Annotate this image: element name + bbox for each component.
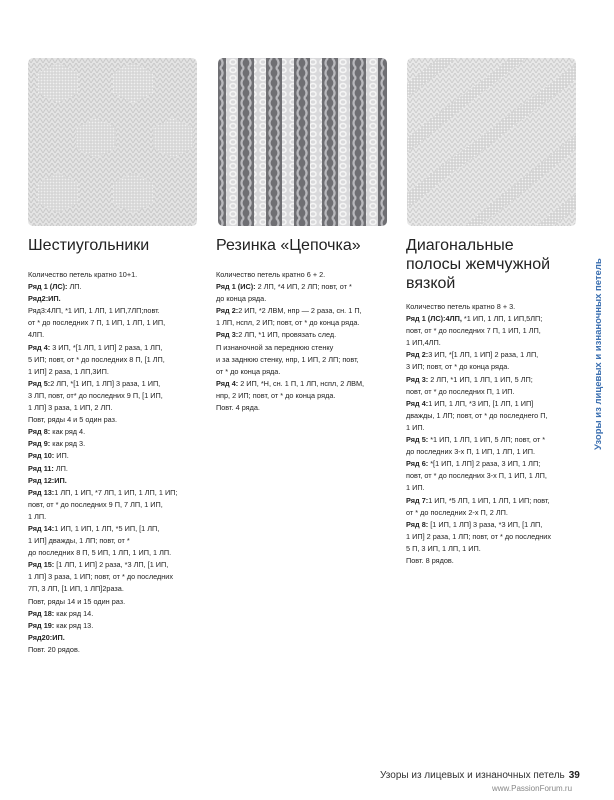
pattern-chain-rib — [216, 236, 394, 414]
row-label: Ряд 18: — [28, 608, 55, 618]
row-text: и за заднюю стенку, нпр, 1 ИП, 2 ЛП; повт, — [216, 354, 359, 364]
swatch-hexagons-image — [28, 58, 197, 226]
instruction-line — [28, 499, 208, 511]
instruction-line — [28, 475, 208, 487]
instruction-line — [406, 337, 578, 349]
row-text: от * до последних 2-х П, 2 ЛП. — [406, 507, 508, 517]
row-text: 2 ИП, *2 ЛВМ, нпр — 2 раза, сн. 1 П, — [238, 306, 362, 316]
row-label: Ряд 4: — [216, 378, 239, 388]
row-text: как ряд 14. — [54, 608, 94, 618]
instruction-line — [216, 390, 394, 402]
row-text: 3 ЛП, повт, от* до последних 9 П, [1 ИП, — [28, 390, 163, 400]
row-label: Ряд 4: — [406, 398, 429, 408]
instruction-line — [28, 547, 208, 559]
instruction-line — [406, 361, 578, 373]
instruction-line — [28, 450, 208, 462]
row-text: *1 ИП, 1 ЛП, 1 ИП, 5 ЛП; повт, от * — [428, 435, 546, 445]
sidebar-chapter-title: Узоры из лицевых и изнаночных петель — [593, 258, 604, 450]
pattern-title — [28, 236, 208, 255]
row-text: 5 ИП; повт, от * до последних 8 П, [1 ЛП, — [28, 354, 165, 364]
row-text: Повт. 8 рядов. — [406, 555, 454, 565]
instruction-line — [28, 644, 208, 656]
instruction-line — [216, 269, 394, 281]
row-text: повт, от * до последних 9 П, 7 ЛП, 1 ИП, — [28, 499, 163, 509]
row-text: Количество петель кратно 8 + 3. — [406, 302, 516, 311]
row-text: Повт. 20 рядов. — [28, 644, 80, 654]
row-label: Ряд 3: — [406, 374, 429, 384]
instruction-line — [28, 354, 208, 366]
swatch-chain-rib-image — [218, 58, 387, 226]
row-text: 2 ЛП, *1 ИП, провязать след. — [238, 330, 337, 340]
row-label: Ряд 1 (ИС): — [216, 282, 256, 292]
row-text: [1 ИП, 1 ЛП] 3 раза, *3 ИП, [1 ЛП, — [428, 519, 543, 529]
instruction-line — [406, 495, 578, 507]
row-text: 1 ИП] дважды, 1 ЛП; повт, от * — [28, 536, 130, 546]
row-text: 2 ЛП, *4 ИП, 2 ЛП; повт, от * — [255, 282, 352, 292]
row-text: ИП. — [54, 451, 69, 461]
row-text: 1 ИП. — [406, 483, 425, 493]
instruction-line — [28, 620, 208, 632]
row-label: Ряд 2: — [406, 350, 429, 360]
instruction-line — [406, 531, 578, 543]
instruction-line — [406, 519, 578, 531]
row-text: 1 ЛП] 3 раза, 1 ИП; повт, от * до последних — [28, 572, 173, 582]
instruction-line — [406, 398, 578, 410]
row-text: 3 ИП, *[1 ЛП, 1 ИП] 2 раза, 1 ЛП, — [428, 350, 539, 360]
instruction-line — [406, 507, 578, 519]
row-label: Ряд 5: — [28, 378, 51, 388]
instruction-line — [406, 325, 578, 337]
instruction-line — [216, 342, 394, 354]
row-text: до последних 8 П, 5 ИП, 1 ЛП, 1 ИП, 1 ЛП. — [28, 548, 172, 558]
row-text: *1 ИП, 1 ЛП, 1 ИП,5ЛП; — [461, 314, 543, 324]
row-text: Количество петель кратно 10+1. — [28, 270, 138, 279]
row-text: повт, от * до последних 3-х П, 1 ИП, 1 ЛП, — [406, 471, 547, 481]
row-label: Ряд 5: — [406, 435, 429, 445]
row-label: Ряд 1 (ЛС): — [28, 282, 68, 292]
instruction-line — [28, 317, 208, 329]
row-label: Ряд2:ИП. — [28, 294, 61, 304]
row-text: нпр, 2 ИП; повт, от * до конца ряда. — [216, 390, 336, 400]
row-text: как ряд 13. — [54, 620, 94, 630]
pattern-title-line: вязкой — [406, 275, 456, 292]
pattern-title — [406, 236, 578, 293]
row-text: 4ЛП. — [28, 330, 45, 340]
instruction-line — [216, 354, 394, 366]
row-text: 1 ЛП, 1 ИП, *7 ЛП, 1 ИП, 1 ЛП, 1 ИП; — [54, 487, 178, 497]
row-text: Повт, ряды 14 и 15 один раз. — [28, 596, 126, 606]
row-text: 1 ИП. — [406, 422, 425, 432]
pattern-hexagons — [28, 236, 208, 656]
pattern-title-line: Диагональные — [406, 237, 514, 254]
row-text: [1 ЛП, 1 ИП] 2 раза, *3 ЛП, [1 ИП, — [54, 560, 169, 570]
instruction-line — [406, 301, 578, 313]
instruction-line — [28, 438, 208, 450]
row-text: 1 ИП] 2 раза, 1 ЛП,3ИП. — [28, 366, 109, 376]
instruction-line — [28, 269, 208, 281]
instruction-line — [28, 329, 208, 341]
instruction-line — [28, 463, 208, 475]
pattern-title-line: Шестиугольники — [28, 237, 150, 254]
pattern-title-line: Резинка «Цепочка» — [216, 237, 361, 254]
row-label: Ряд 19: — [28, 620, 55, 630]
row-text: 1 ЛП, нспл, 2 ИП; повт, от * до конца ряда. — [216, 318, 360, 328]
row-text: до последних 3-х П, 1 ИП, 1 ЛП, 1 ИП. — [406, 447, 536, 457]
row-text: Ряд3:4ЛП, *1 ИП, 1 ЛП, 1 ИП,7ЛП;повт. — [28, 306, 160, 316]
instruction-line — [28, 523, 208, 535]
instruction-line — [406, 410, 578, 422]
row-text: как ряд 3. — [50, 439, 86, 449]
row-text: Повт. 4 ряда. — [216, 403, 260, 413]
instruction-line — [28, 281, 208, 293]
row-text: от * до конца ряда. — [216, 366, 281, 376]
row-text: ЛП. — [53, 463, 68, 473]
row-label: Ряд 1 (ЛС):4ЛП, — [406, 314, 462, 324]
row-text: 1 ИП, *5 ЛП, 1 ИП, 1 ЛП, 1 ИП; повт, — [428, 495, 550, 505]
row-text: *[1 ИП, 1 ЛП] 2 раза, 3 ИП, 1 ЛП; — [428, 459, 541, 469]
instruction-line — [28, 559, 208, 571]
instruction-line — [28, 596, 208, 608]
instruction-line — [28, 293, 208, 305]
instruction-line — [406, 374, 578, 386]
instruction-line — [406, 349, 578, 361]
instruction-line — [28, 608, 208, 620]
instruction-line — [406, 470, 578, 482]
page-number: 39 — [568, 770, 580, 781]
row-label: Ряд 15: — [28, 560, 55, 570]
instruction-line — [216, 293, 394, 305]
instruction-line — [28, 378, 208, 390]
page-footer — [380, 770, 580, 781]
instruction-line — [406, 458, 578, 470]
row-text: 7П, 3 ЛП, [1 ИП, 1 ЛП]2раза. — [28, 584, 124, 594]
row-text: 2 ИП, *Н, сн. 1 П, 1 ЛП, нспл, 2 ЛВМ, — [238, 378, 365, 388]
instruction-line — [406, 543, 578, 555]
row-text: 1 ЛП. — [28, 511, 47, 521]
row-label: Ряд 4: — [28, 342, 51, 352]
instruction-line — [216, 317, 394, 329]
row-text: 1 ИП,4ЛП. — [406, 338, 441, 348]
instruction-line — [406, 446, 578, 458]
row-label: Ряд 2: — [216, 306, 239, 316]
row-label: Ряд 8: — [28, 427, 51, 437]
row-label: Ряд20:ИП. — [28, 632, 65, 642]
pattern-instructions — [216, 269, 394, 414]
row-text: 5 П, 3 ИП, 1 ЛП, 1 ИП. — [406, 543, 481, 553]
instruction-line — [28, 426, 208, 438]
instruction-line — [28, 390, 208, 402]
instruction-line — [28, 571, 208, 583]
row-text: Количество петель кратно 6 + 2. — [216, 270, 326, 279]
instruction-line — [406, 313, 578, 325]
row-text: ЛП. — [67, 282, 82, 292]
watermark: www.PassionForum.ru — [492, 784, 573, 793]
row-text: П изнаночной за переднюю стенку — [216, 342, 334, 352]
row-label: Ряд 6: — [406, 459, 429, 469]
row-text: 1 ЛП] 3 раза, 1 ИП, 2 ЛП. — [28, 403, 113, 413]
row-label: Ряд 9: — [28, 439, 51, 449]
pattern-diagonal-moss — [406, 236, 578, 567]
instruction-line — [28, 511, 208, 523]
instruction-line — [216, 402, 394, 414]
instruction-line — [216, 305, 394, 317]
instruction-line — [28, 487, 208, 499]
row-text: до конца ряда. — [216, 294, 267, 304]
instruction-line — [28, 342, 208, 354]
instruction-line — [28, 402, 208, 414]
row-text: Повт, ряды 4 и 5 один раз. — [28, 415, 118, 425]
instruction-line — [28, 305, 208, 317]
instruction-line — [28, 366, 208, 378]
instruction-line — [28, 583, 208, 595]
row-text: от * до последних 7 П, 1 ИП, 1 ЛП, 1 ИП, — [28, 318, 166, 328]
row-text: дважды, 1 ЛП; повт, от * до последнего П, — [406, 410, 548, 420]
row-text: повт, от * до последних П, 1 ИП. — [406, 386, 515, 396]
row-label: Ряд 11: — [28, 463, 54, 473]
row-text: 3 ИП; повт, от * до конца ряда. — [406, 362, 510, 372]
row-text: 2 ЛП, *1 ИП, 1 ЛП, 1 ИП, 5 ЛП; — [428, 374, 533, 384]
row-label: Ряд 7: — [406, 495, 429, 505]
pattern-instructions — [406, 301, 578, 567]
instruction-line — [406, 434, 578, 446]
instruction-line — [406, 555, 578, 567]
row-text: повт, от * до последних 7 П, 1 ИП, 1 ЛП, — [406, 326, 541, 336]
row-label: Ряд 10: — [28, 451, 55, 461]
pattern-title-line: полосы жемчужной — [406, 256, 551, 273]
pattern-title — [216, 236, 394, 255]
instruction-line — [216, 281, 394, 293]
instruction-line — [216, 366, 394, 378]
instruction-line — [28, 535, 208, 547]
instruction-line — [216, 329, 394, 341]
row-label: Ряд 14: — [28, 523, 55, 533]
row-text: 1 ИП, 1 ЛП, *3 ИП, [1 ЛП, 1 ИП] — [428, 398, 534, 408]
instruction-line — [28, 632, 208, 644]
instruction-line — [28, 414, 208, 426]
instruction-line — [406, 386, 578, 398]
instruction-line — [406, 422, 578, 434]
row-label: Ряд 8: — [406, 519, 429, 529]
instruction-line — [216, 378, 394, 390]
row-text: 3 ИП, *[1 ЛП, 1 ИП] 2 раза, 1 ЛП, — [50, 342, 163, 352]
row-text: 1 ИП] 2 раза, 1 ЛП; повт, от * до последних — [406, 531, 551, 541]
row-text: 1 ИП, 1 ИП, 1 ЛП, *5 ИП, [1 ЛП, — [54, 523, 160, 533]
row-label: Ряд 12:ИП. — [28, 475, 67, 485]
instruction-line — [406, 482, 578, 494]
pattern-instructions — [28, 269, 208, 656]
row-label: Ряд 13: — [28, 487, 55, 497]
footer-chapter-title: Узоры из лицевых и изнаночных петель — [380, 770, 565, 781]
row-text: 2 ЛП, *[1 ИП, 1 ЛП] 3 раза, 1 ИП, — [50, 378, 161, 388]
swatch-diagonal-moss-image — [407, 58, 576, 226]
row-label: Ряд 3: — [216, 330, 239, 340]
row-text: как ряд 4. — [50, 427, 86, 437]
